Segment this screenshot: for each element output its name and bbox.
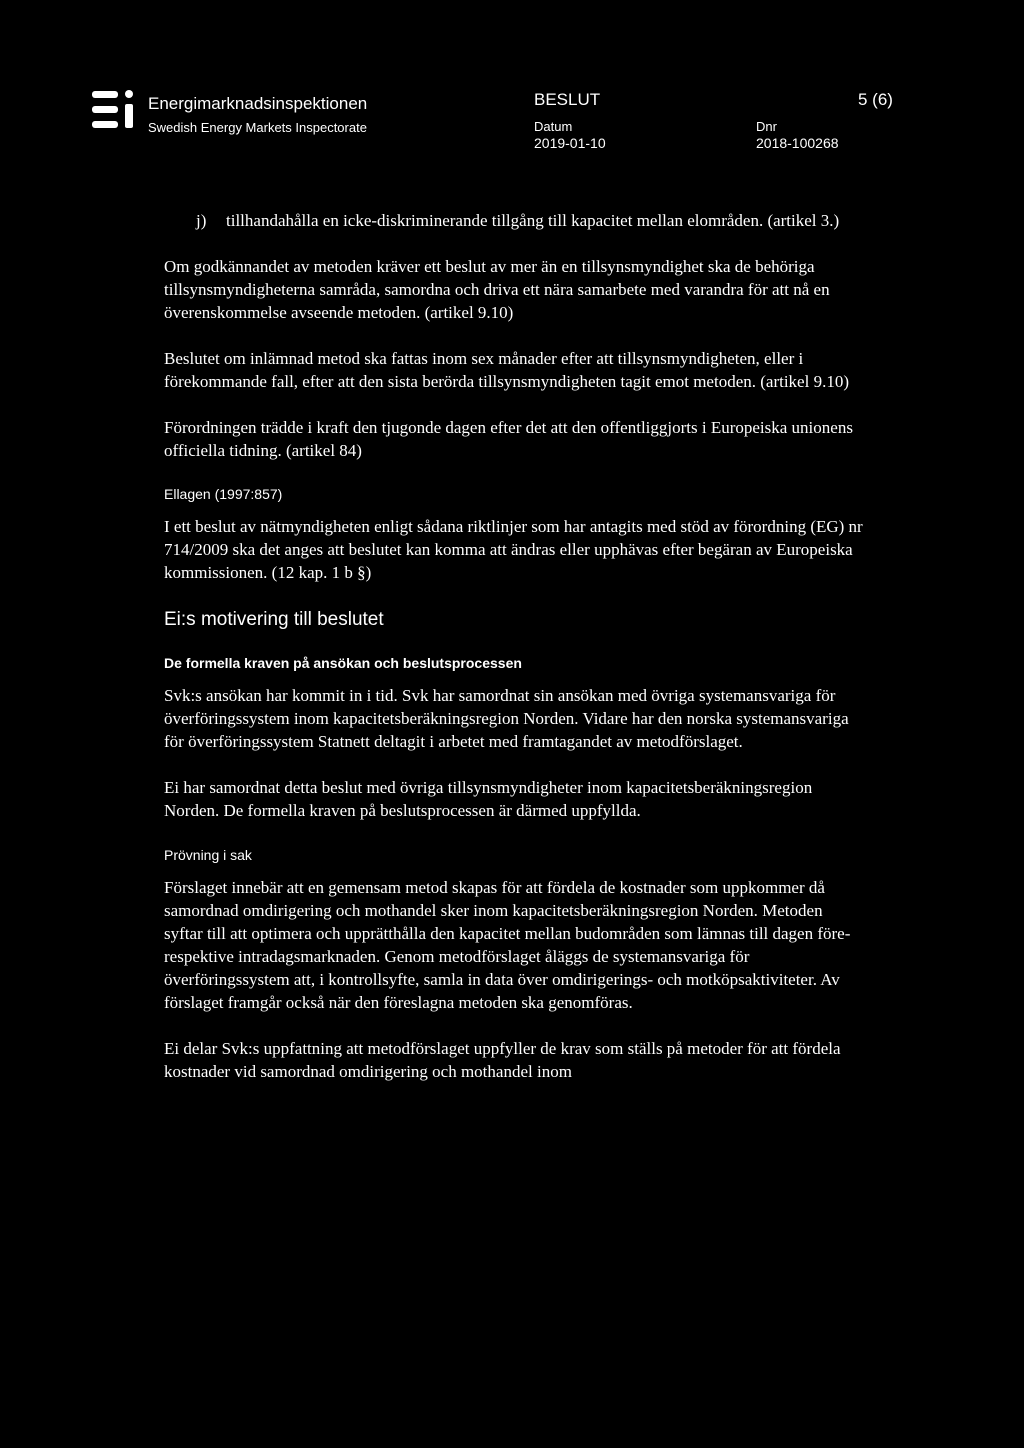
list-item-text: tillhandahålla en icke-diskriminerande tillgång till kapacitet mellan elområden. (artikel 3.)	[226, 211, 840, 230]
page-number: 5 (6)	[858, 90, 893, 109]
list-marker: j)	[196, 211, 207, 230]
paragraph-application: Svk:s ansökan har kommit in i tid. Svk har samordnat sin ansökan med övriga systemansvariga för överföringssystem inom kapacitetsberäkningsregion Norden. Vidare har den norska systemansvariga för överföringssystem Statnett deltagit i arbetet med framtagandet av metodförslaget.	[164, 686, 849, 751]
dnr-value: 2018-100268	[756, 135, 839, 151]
paragraph-coordination: Ei har samordnat detta beslut med övriga tillsynsmyndigheter inom kapacitetsberäkningsregion Norden. De formella kraven på beslutsprocessen är därmed uppfyllda.	[164, 778, 813, 820]
paragraph-deadline: Beslutet om inlämnad metod ska fattas inom sex månader efter att tillsynsmyndigheten, eller i förekommande fall, efter att den sista berörda tillsynsmyndigheten tagit emot metoden. (artikel 9.10)	[164, 349, 849, 391]
subsection-heading: De formella kraven på ansökan och beslutsprocessen	[164, 655, 522, 671]
paragraph-proposal: Förslaget innebär att en gemensam metod skapas för att fördela de kostnader som uppkommer då samordnad omdirigering och mothandel sker inom kapacitetsberäkningsregion Norden. Metoden syftar till att optimera och upprätthålla den kapacitet mellan budområden som lämnas till dagen före- respektive intradagsmarknaden. Genom metodförslaget åläggs de systemansvariga för överföringssystem att, i kontrollsyfte, samla in data över omdirigerings- och motköpsaktiviteter. Av förslaget framgår också när den föreslagna metoden ska genomföras.	[164, 878, 851, 1012]
document-body	[164, 209, 864, 1083]
law-heading: Ellagen (1997:857)	[164, 486, 283, 502]
trial-heading: Prövning i sak	[164, 847, 252, 863]
list-item	[164, 209, 864, 232]
org-name-english: Swedish Energy Markets Inspectorate	[148, 120, 367, 135]
paragraph-electricity-act: I ett beslut av nätmyndigheten enligt sådana riktlinjer som har antagits med stöd av förordning (EG) nr 714/2009 ska det anges att beslutet kan komma att ändras eller upphävas efter begäran av Europeiska kommissionen. (12 kap. 1 b §)	[164, 517, 863, 582]
ei-logo-icon	[92, 90, 136, 130]
org-name: Energimarknadsinspektionen	[148, 94, 368, 113]
paragraph-consultation: Om godkännandet av metoden kräver ett beslut av mer än en tillsynsmyndighet ska de behöriga tillsynsmyndigheterna samråda, samordna och driva ett nära samarbete med varandra för att nå en överenskommelse avseende metoden. (artikel 9.10)	[164, 257, 830, 322]
paragraph-entry-into-force: Förordningen trädde i kraft den tjugonde dagen efter det att den offentliggjorts i Europeiska unionens officiella tidning. (artikel 84)	[164, 418, 853, 460]
dnr-label: Dnr	[756, 119, 777, 134]
paragraph-assessment: Ei delar Svk:s uppfattning att metodförslaget uppfyller de krav som ställs på metoder för att fördela kostnader vid samordnad omdirigering och mothandel inom	[164, 1039, 841, 1081]
section-heading: Ei:s motivering till beslutet	[164, 609, 384, 630]
date-value: 2019-01-10	[534, 135, 606, 151]
document-type: BESLUT	[534, 90, 601, 109]
date-label: Datum	[534, 119, 573, 134]
document-header	[0, 0, 1024, 160]
